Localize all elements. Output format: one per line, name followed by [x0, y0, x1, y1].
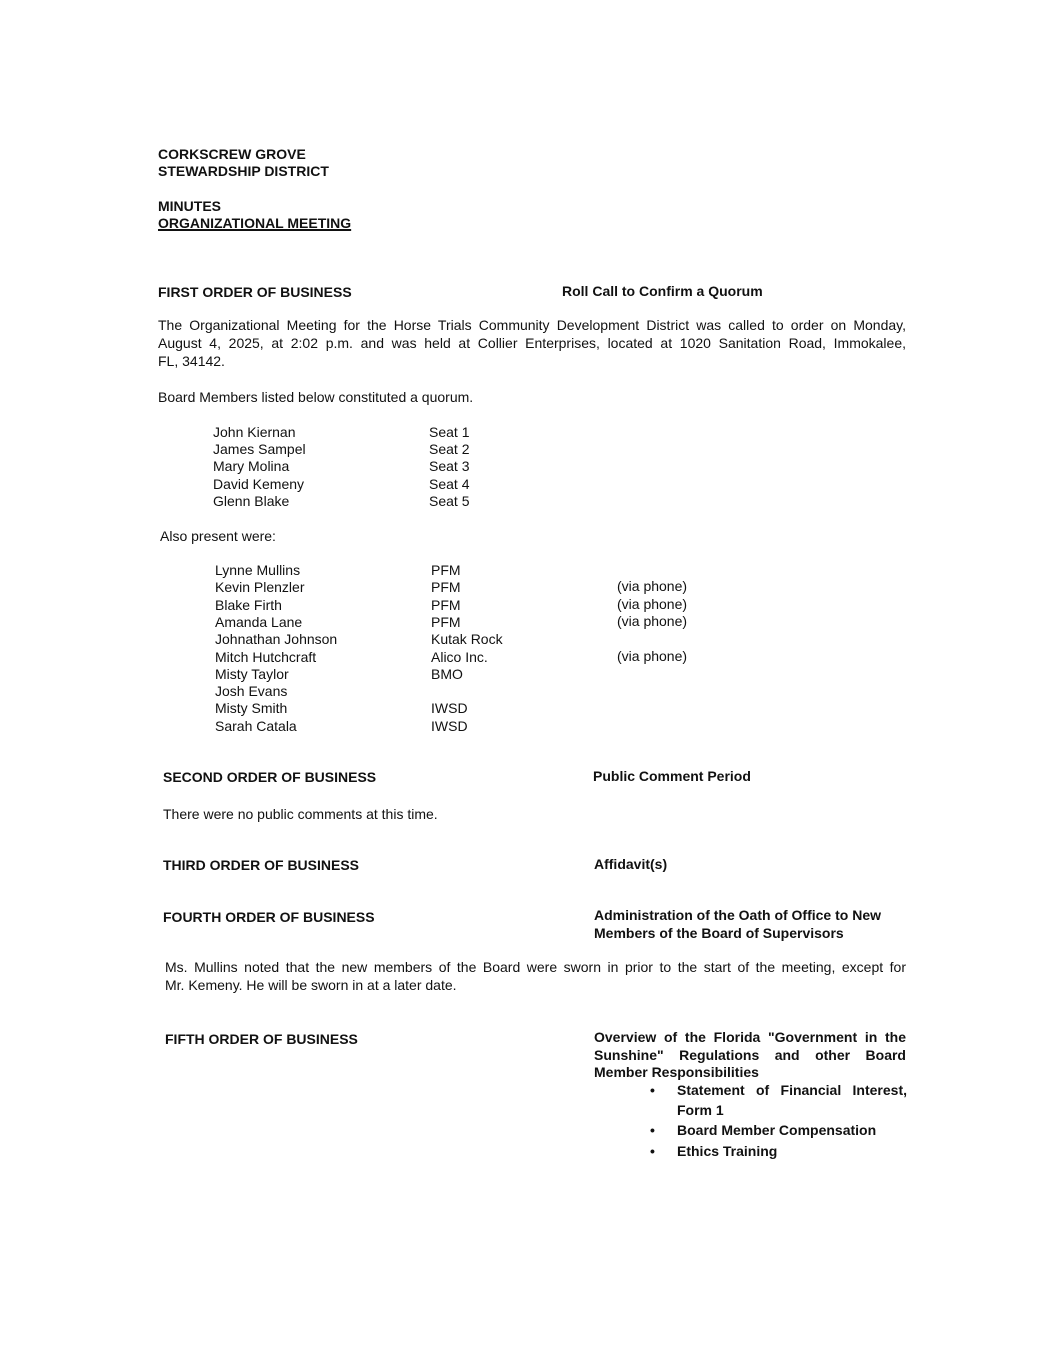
attendee-name: Blake Firth [215, 596, 282, 613]
attendee-organization: PFM [431, 562, 461, 578]
board-member-seat: Seat 4 [429, 475, 470, 492]
quorum-text: Board Members listed below constituted a quorum. [158, 389, 474, 405]
attendee-organization: IWSD [431, 717, 468, 734]
document-type: MINUTES [158, 198, 221, 214]
attendee-name: Misty Smith [215, 700, 288, 717]
bullet-item: Board Member Compensation [677, 1122, 877, 1138]
attendee-name: Mitch Hutchcraft [215, 648, 317, 665]
fifth-order-topic-line: Sunshine" Regulations and other Board [594, 1047, 906, 1063]
bullet-icon: • [650, 1143, 655, 1159]
attendee-organization: Kutak Rock [431, 631, 503, 648]
bullet-item: Statement of Financial Interest, [677, 1082, 907, 1098]
public-comment-text: There were no public comments at this time. [163, 806, 438, 822]
first-para-line: The Organizational Meeting for the Horse Trials Community Development District was called to order on Monday, [158, 317, 906, 333]
attendee-name: Kevin Plenzler [215, 579, 305, 596]
attendee-organization: PFM [431, 579, 461, 596]
board-member-seat: Seat 2 [429, 441, 470, 458]
board-member-name: Mary Molina [213, 458, 290, 475]
attendee-organization: PFM [431, 596, 461, 613]
attendee-note: (via phone) [617, 612, 688, 629]
attendee-organization: IWSD [431, 700, 468, 717]
board-member-name: John Kiernan [213, 424, 296, 440]
fourth-order-topic-line: Administration of the Oath of Office to New [594, 907, 881, 923]
board-member-seat: Seat 1 [429, 424, 470, 440]
board-member-name: David Kemeny [213, 475, 305, 492]
third-order-topic: Affidavit(s) [594, 856, 668, 872]
attendee-name: Lynne Mullins [215, 562, 301, 578]
attendee-note: (via phone) [617, 578, 688, 595]
fourth-para-line: Mr. Kemeny. He will be sworn in at a later date. [165, 977, 457, 993]
attendee-organization: PFM [431, 613, 461, 630]
board-member-name: James Sampel [213, 441, 306, 458]
district-name-line1: CORKSCREW GROVE [158, 146, 306, 162]
board-member-seat: Seat 5 [429, 492, 470, 509]
fifth-order-heading: FIFTH ORDER OF BUSINESS [165, 1031, 358, 1047]
board-member-seat: Seat 3 [429, 458, 470, 475]
second-order-topic: Public Comment Period [593, 768, 751, 784]
first-para-line: FL, 34142. [158, 353, 225, 369]
attendee-organization: Alico Inc. [431, 648, 488, 665]
fifth-order-topic-line: Overview of the Florida "Government in the [594, 1029, 906, 1045]
first-order-heading: FIRST ORDER OF BUSINESS [158, 284, 352, 300]
attendee-name: Amanda Lane [215, 613, 303, 630]
bullet-item-cont: Form 1 [677, 1102, 724, 1118]
attendee-name: Josh Evans [215, 683, 288, 700]
fourth-para-line: Ms. Mullins noted that the new members of the Board were sworn in prior to the start of the meeting, except for [165, 959, 906, 975]
first-para-line: August 4, 2025, at 2:02 p.m. and was held at Collier Enterprises, located at 1020 Sanitation Road, Immokalee, [158, 335, 906, 351]
attendee-note: (via phone) [617, 595, 688, 612]
attendee-name: Johnathan Johnson [215, 631, 338, 648]
second-order-heading: SECOND ORDER OF BUSINESS [163, 769, 377, 785]
bullet-icon: • [650, 1122, 655, 1138]
attendee-name: Sarah Catala [215, 717, 297, 734]
meeting-type: ORGANIZATIONAL MEETING [158, 215, 352, 231]
attendee-organization: BMO [431, 665, 463, 682]
also-present-label: Also present were: [160, 528, 276, 544]
attendee-name: Misty Taylor [215, 665, 289, 682]
bullet-icon: • [650, 1082, 655, 1098]
board-member-name: Glenn Blake [213, 492, 290, 509]
fifth-order-topic-line: Member Responsibilities [594, 1064, 759, 1080]
fourth-order-topic-line: Members of the Board of Supervisors [594, 925, 844, 941]
district-name-line2: STEWARDSHIP DISTRICT [158, 163, 329, 179]
third-order-heading: THIRD ORDER OF BUSINESS [163, 857, 360, 873]
attendee-note: (via phone) [617, 647, 688, 664]
first-order-topic: Roll Call to Confirm a Quorum [562, 283, 763, 299]
bullet-item: Ethics Training [677, 1143, 778, 1159]
fourth-order-heading: FOURTH ORDER OF BUSINESS [163, 909, 375, 925]
